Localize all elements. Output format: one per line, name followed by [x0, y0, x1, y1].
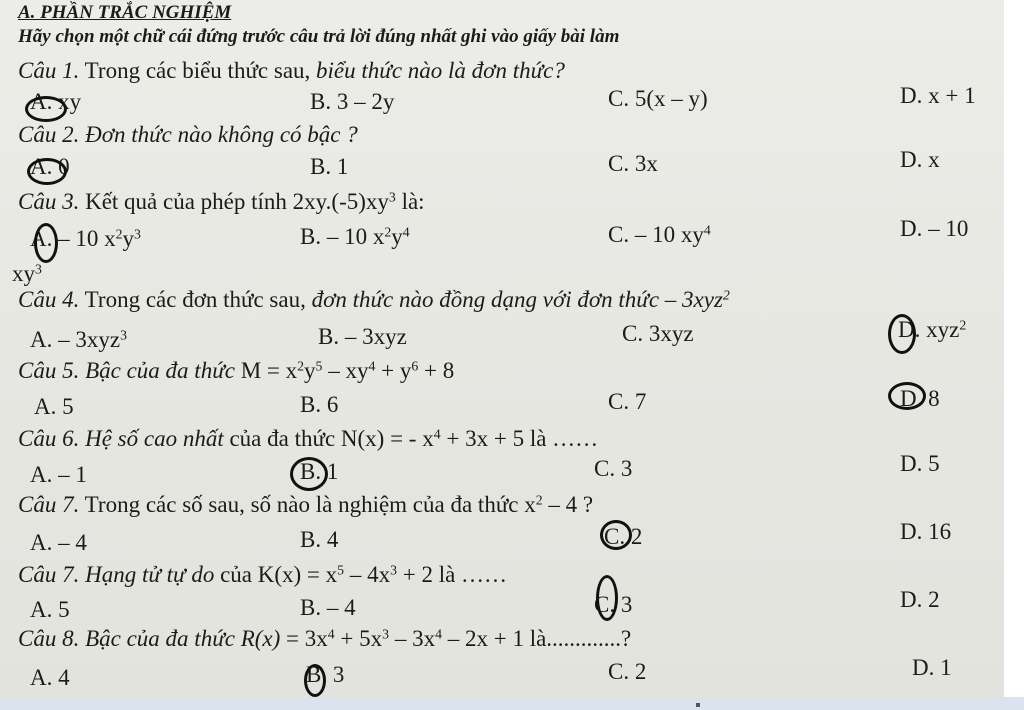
q3-b-exp2: 4	[402, 224, 410, 240]
q7b-text: của K(x) = x	[220, 562, 338, 587]
q7b-exp1: 5	[337, 562, 345, 578]
q3-d-exp: 3	[35, 261, 42, 277]
q3-label: Câu 3.	[18, 189, 80, 214]
q5-option-b: B. 6	[300, 392, 339, 417]
instruction-text: Hãy chọn một chữ cái đứng trước câu trả lời đúng nhất ghi vào giấy bài làm	[18, 26, 620, 47]
q7b-text-end: + 2 là ……	[396, 562, 508, 587]
q4-text: Trong các đơn thức sau,	[79, 287, 312, 312]
q5-text: Câu 5. Bậc của đa thức	[18, 358, 241, 383]
q8-option-d: D. 1	[912, 655, 952, 680]
q7-exp: 2	[535, 492, 543, 508]
q5-m2: y	[304, 358, 316, 383]
q3-text: Kết quả của phép tính 2xy.(-5)xy	[79, 189, 389, 214]
q7b-option-c: C. 3	[594, 592, 633, 617]
q1-option-b: B. 3 – 2y	[310, 89, 395, 114]
q7-label: Câu 7.	[18, 492, 80, 517]
q2-option-c: C. 3x	[608, 151, 658, 176]
page-edge	[1004, 0, 1024, 697]
q6-text-italic: Câu 6. Hệ số cao nhất	[18, 426, 230, 451]
question-3	[18, 190, 425, 213]
q7-option-c: C. 2	[604, 524, 643, 549]
q6-exp: 4	[433, 426, 441, 442]
q6-option-c: C. 3	[594, 456, 633, 481]
q5-option-a: A. 5	[34, 394, 74, 419]
q8-t3: – 3x	[389, 626, 436, 651]
q5-m3: – xy	[322, 358, 369, 383]
q1-label: Câu 1.	[18, 58, 80, 83]
question-8	[18, 627, 631, 650]
answer-circle-q3	[34, 223, 58, 263]
q4-option-a	[30, 328, 127, 351]
q7-text: Trong các số sau, số nào là nghiệm của đa thức x	[79, 492, 536, 517]
q3-exp: 3	[388, 189, 396, 205]
question-4	[18, 288, 730, 311]
q4-text-italic: đơn thức nào đồng dạng với đơn thức – 3xyz	[311, 287, 723, 312]
q8-e3: 4	[435, 626, 442, 642]
q3-a-part: A. – 10 x	[30, 226, 116, 251]
q4-d-part: D. xyz	[898, 317, 960, 342]
q8-text-italic: Câu 8. Bậc của đa thức R(x)	[18, 626, 287, 651]
q6-text-end: + 3x + 5 là ……	[440, 426, 599, 451]
q8-option-c: C. 2	[608, 659, 647, 684]
q3-a-exp1: 2	[115, 226, 123, 242]
q1-text: Trong các biểu thức sau,	[79, 58, 317, 83]
section-title: A. PHẦN TRẮC NGHIỆM	[18, 2, 232, 23]
question-2: Câu 2. Đơn thức nào không có bậc ?	[18, 122, 358, 147]
q1-text-italic: biểu thức nào là đơn thức?	[316, 58, 565, 83]
q4-a-exp: 3	[120, 327, 127, 343]
question-5	[18, 359, 454, 382]
q1-option-c: C. 5(x – y)	[608, 86, 708, 111]
q3-option-c	[608, 223, 711, 246]
q7b-option-d: D. 2	[900, 587, 940, 612]
answer-circle-q1	[25, 96, 67, 122]
q3-a-exp2: 3	[134, 226, 141, 242]
q8-option-b: B. 3	[306, 662, 345, 687]
q3-option-d-continued	[12, 262, 42, 285]
q3-option-b	[300, 225, 410, 248]
q4-label: Câu 4.	[18, 287, 80, 312]
q3-c-part: C. – 10 xy	[608, 222, 704, 247]
q5-m-exp3: 4	[368, 358, 376, 374]
q7b-option-a: A. 5	[30, 597, 70, 622]
q7-text-end: – 4 ?	[542, 492, 594, 517]
q6-text: của đa thức N(x) = - x	[229, 426, 434, 451]
q8-e2: 3	[382, 626, 390, 642]
answer-circle-q4	[888, 314, 916, 354]
q8-t2: + 5x	[334, 626, 383, 651]
q2-option-d: D. x	[900, 147, 940, 172]
q7-option-d: D. 16	[900, 519, 952, 544]
q4-option-c: C. 3xyz	[622, 321, 694, 346]
q7-option-a: A. – 4	[30, 530, 87, 555]
q3-c-exp: 4	[703, 222, 711, 238]
q5-m5: + 8	[418, 358, 455, 383]
q5-m-exp4: 6	[411, 358, 419, 374]
q7-option-b: B. 4	[300, 527, 339, 552]
q5-m4: + y	[375, 358, 412, 383]
answer-circle-q2	[27, 158, 67, 185]
q4-exp: 2	[722, 287, 730, 303]
q2-option-b: B. 1	[310, 154, 349, 179]
q7b-text-mid: – 4x	[344, 562, 391, 587]
q8-t1: = 3x	[286, 626, 328, 651]
q4-option-b: B. – 3xyz	[318, 324, 407, 349]
q6-option-b: B. 1	[300, 459, 339, 484]
scroll-marker	[696, 703, 700, 707]
answer-circle-q7b	[596, 575, 618, 621]
q7b-option-b: B. – 4	[300, 595, 356, 620]
q3-b-var: y	[391, 224, 403, 249]
q4-d-exp: 2	[959, 317, 967, 333]
q1-option-d: D. x + 1	[900, 83, 976, 108]
answer-circle-q6	[290, 457, 328, 491]
q8-e1: 4	[327, 626, 335, 642]
q3-b-part: B. – 10 x	[300, 224, 385, 249]
q3-text-end: là:	[395, 189, 425, 214]
q4-a-part: A. – 3xyz	[30, 327, 121, 352]
q3-d-var: xy	[12, 261, 35, 286]
q8-t4: – 2x + 1 là.............?	[441, 626, 632, 651]
q5-option-d: D. 8	[900, 386, 940, 411]
q5-m-exp2: 5	[315, 358, 323, 374]
q5-option-c: C. 7	[608, 389, 647, 414]
q3-option-d: D. – 10	[900, 216, 969, 241]
q8-option-a: A. 4	[30, 665, 70, 690]
answer-circle-q7	[600, 520, 632, 550]
q5-m1: M = x	[240, 358, 298, 383]
question-1	[18, 59, 565, 82]
question-6	[18, 427, 598, 450]
q7b-text-italic: Câu 7. Hạng tử tự do	[18, 562, 221, 587]
q3-a-var: y	[122, 226, 135, 251]
question-7b	[18, 563, 507, 586]
answer-circle-q8	[304, 664, 326, 697]
q5-m-exp1: 2	[297, 358, 305, 374]
q1-option-a: A. xy	[30, 89, 82, 114]
q3-b-exp1: 2	[384, 224, 392, 240]
question-7	[18, 493, 593, 516]
q6-option-d: D. 5	[900, 451, 940, 476]
answer-circle-q5	[888, 382, 926, 410]
q7b-exp2: 3	[390, 562, 397, 578]
q6-option-a: A. – 1	[30, 462, 87, 487]
bottom-strip	[0, 697, 1024, 710]
q2-option-a: A. 0	[30, 154, 70, 179]
